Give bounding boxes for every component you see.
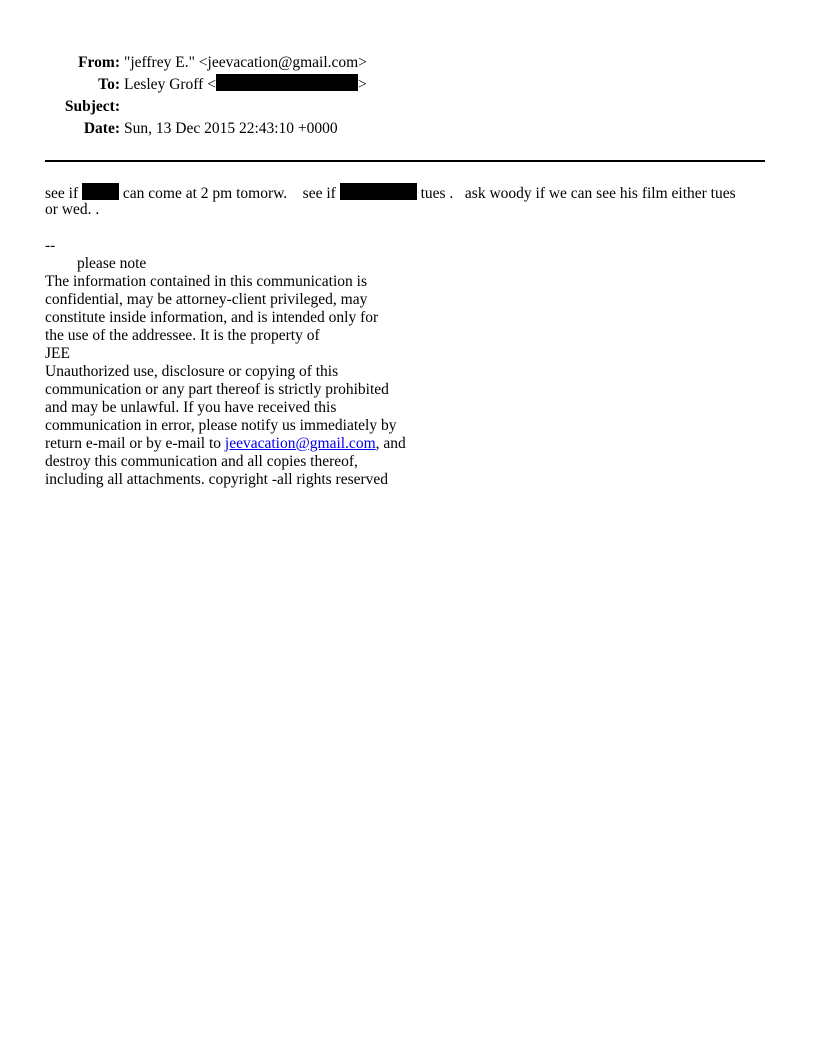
- disclaimer-line: Unauthorized use, disclosure or copying of this: [45, 363, 339, 380]
- disclaimer-line: JEE: [45, 345, 70, 362]
- from-label: From:: [78, 54, 120, 71]
- disclaimer-line: confidential, may be attorney-client privileged, may: [45, 291, 368, 308]
- disclaimer-line: communication or any part thereof is strictly prohibited: [45, 381, 389, 398]
- to-row: [0, 74, 816, 96]
- header-divider: [45, 160, 765, 162]
- return-suffix: , and: [375, 435, 406, 452]
- disclaimer-line: destroy this communication and all copies thereof,: [45, 453, 358, 470]
- disclaimer-line: The information contained in this communication is: [45, 273, 367, 290]
- subject-row: [0, 96, 816, 118]
- disclaimer-line: communication in error, please notify us immediately by: [45, 417, 397, 434]
- date-row: [0, 118, 816, 140]
- from-row: [0, 52, 816, 74]
- signature-separator: --: [45, 237, 56, 254]
- to-label: To:: [98, 76, 120, 93]
- disclaimer-line: constitute inside information, and is intended only for: [45, 309, 379, 326]
- date-label: Date:: [83, 120, 120, 137]
- please-note: please note: [77, 255, 147, 272]
- return-prefix: return e-mail or by e-mail to: [45, 435, 225, 452]
- message-line-1: [45, 183, 736, 203]
- redaction-box: [216, 74, 358, 91]
- disclaimer-line-with-link: [45, 435, 406, 453]
- date-value: Sun, 13 Dec 2015 22:43:10 +0000: [124, 120, 338, 137]
- message-line-2: or wed. .: [45, 201, 100, 218]
- disclaimer-line: and may be unlawful. If you have received this: [45, 399, 337, 416]
- email-signature: [45, 237, 406, 489]
- redaction-box: [340, 183, 417, 200]
- message-text-b: can come at 2 pm tomorw. see if: [119, 185, 340, 202]
- email-header: [0, 52, 816, 140]
- disclaimer-line: the use of the addressee. It is the property of: [45, 327, 320, 344]
- from-value: "jeffrey E." <jeevacation@gmail.com>: [124, 54, 367, 71]
- message-text-c: tues . ask woody if we can see his film either tues: [416, 185, 736, 202]
- message-text-a: see if: [45, 185, 83, 202]
- to-close: >: [357, 76, 367, 93]
- redaction-box: [82, 183, 119, 200]
- disclaimer-line: including all attachments. copyright -all rights reserved: [45, 471, 389, 488]
- to-value: [124, 74, 367, 96]
- subject-label: Subject:: [64, 98, 120, 115]
- email-link[interactable]: jeevacation@gmail.com: [224, 435, 376, 452]
- to-name: Lesley Groff <: [124, 76, 216, 93]
